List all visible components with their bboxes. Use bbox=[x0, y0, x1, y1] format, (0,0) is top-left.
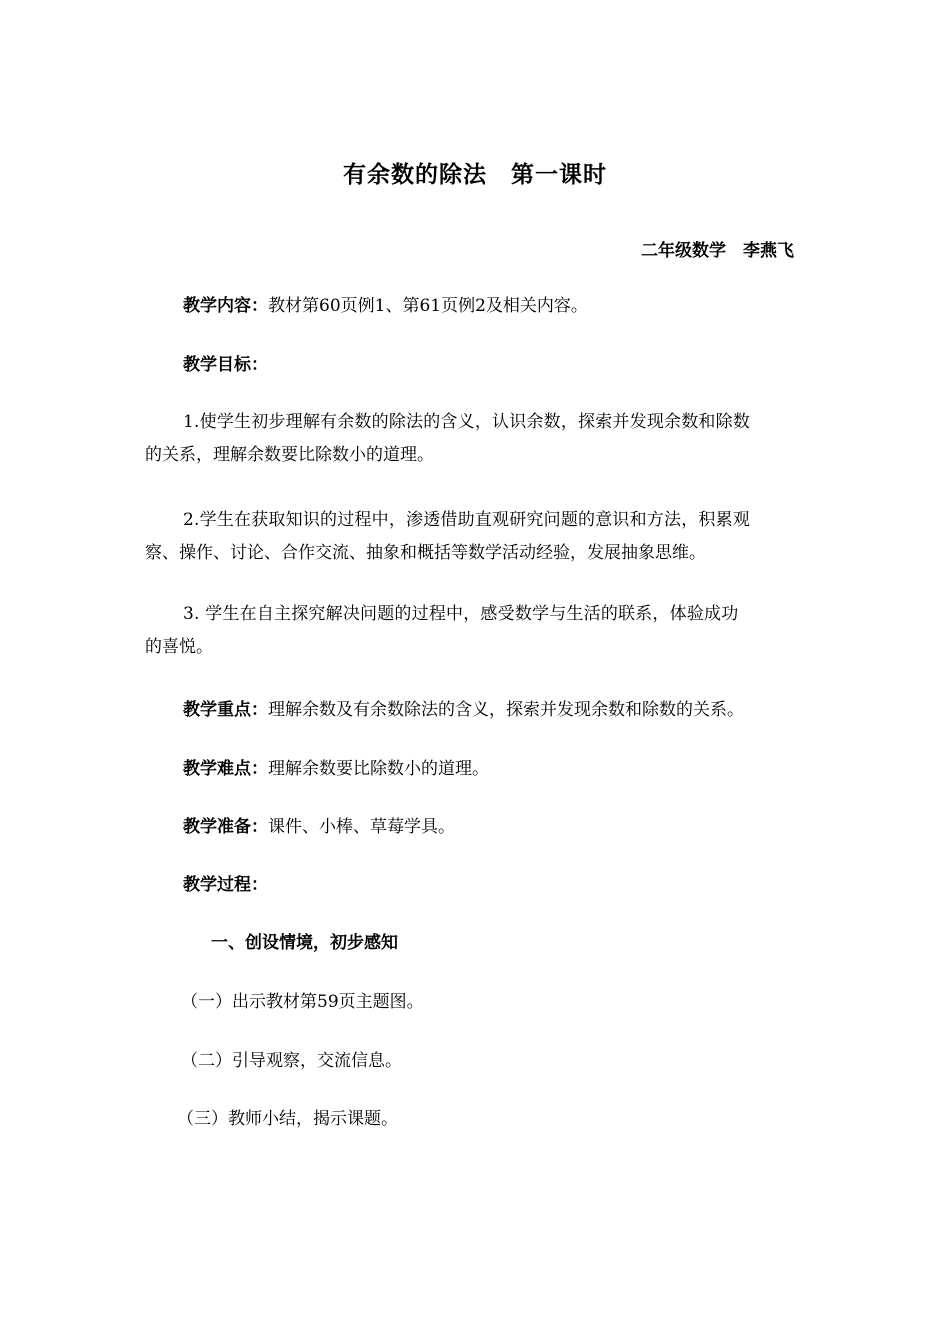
goal-item-3 bbox=[145, 598, 810, 664]
goal-item-1-line2: 的关系，理解余数要比除数小的道理。 bbox=[145, 445, 434, 465]
process-step-3: （三）教师小结，揭示课题。 bbox=[177, 1109, 398, 1129]
teaching-goals-heading bbox=[145, 349, 848, 381]
teaching-goals-label: 教学目标： bbox=[183, 355, 268, 375]
section-1-title: 一、创设情境，初步感知 bbox=[211, 933, 398, 953]
author-line: 二年级数学 李燕飞 bbox=[641, 241, 794, 261]
goal-item-1-line1: 1.使学生初步理解有余数的除法的含义，认识余数，探索并发现余数和除数 bbox=[183, 412, 751, 432]
teaching-content bbox=[145, 290, 848, 322]
preparation bbox=[145, 811, 848, 843]
preparation-label: 教学准备： bbox=[183, 817, 268, 837]
section-heading-1 bbox=[145, 927, 876, 959]
difficulty-text: 理解余数要比除数小的道理。 bbox=[268, 759, 489, 779]
key-point-text: 理解余数及有余数除法的含义，探索并发现余数和除数的关系。 bbox=[268, 700, 744, 720]
goal-item-2-line2: 察、操作、讨论、合作交流、抽象和概括等数学活动经验，发展抽象思维。 bbox=[145, 543, 706, 563]
goal-item-3-line2: 的喜悦。 bbox=[145, 637, 213, 657]
key-point bbox=[145, 694, 848, 726]
goal-item-1 bbox=[145, 406, 810, 472]
process-step-2: （二）引导观察，交流信息。 bbox=[181, 1051, 402, 1071]
teaching-content-label: 教学内容： bbox=[183, 296, 268, 316]
goal-item-3-line1: 3. 学生在自主探究解决问题的过程中，感受数学与生活的联系，体验成功 bbox=[183, 604, 739, 624]
document-title: 有余数的除法 第一课时 bbox=[343, 162, 607, 188]
key-point-label: 教学重点： bbox=[183, 700, 268, 720]
difficulty bbox=[145, 753, 848, 785]
process-heading bbox=[145, 869, 848, 901]
process-label: 教学过程： bbox=[183, 875, 268, 895]
difficulty-label: 教学难点： bbox=[183, 759, 268, 779]
preparation-text: 课件、小棒、草莓学具。 bbox=[268, 817, 455, 837]
goal-item-2 bbox=[145, 504, 810, 570]
process-step-1: （一）出示教材第59页主题图。 bbox=[181, 992, 424, 1012]
goal-item-2-line1: 2.学生在获取知识的过程中，渗透借助直观研究问题的意识和方法，积累观 bbox=[183, 510, 751, 530]
teaching-content-text: 教材第60页例1、第61页例2及相关内容。 bbox=[268, 296, 588, 316]
